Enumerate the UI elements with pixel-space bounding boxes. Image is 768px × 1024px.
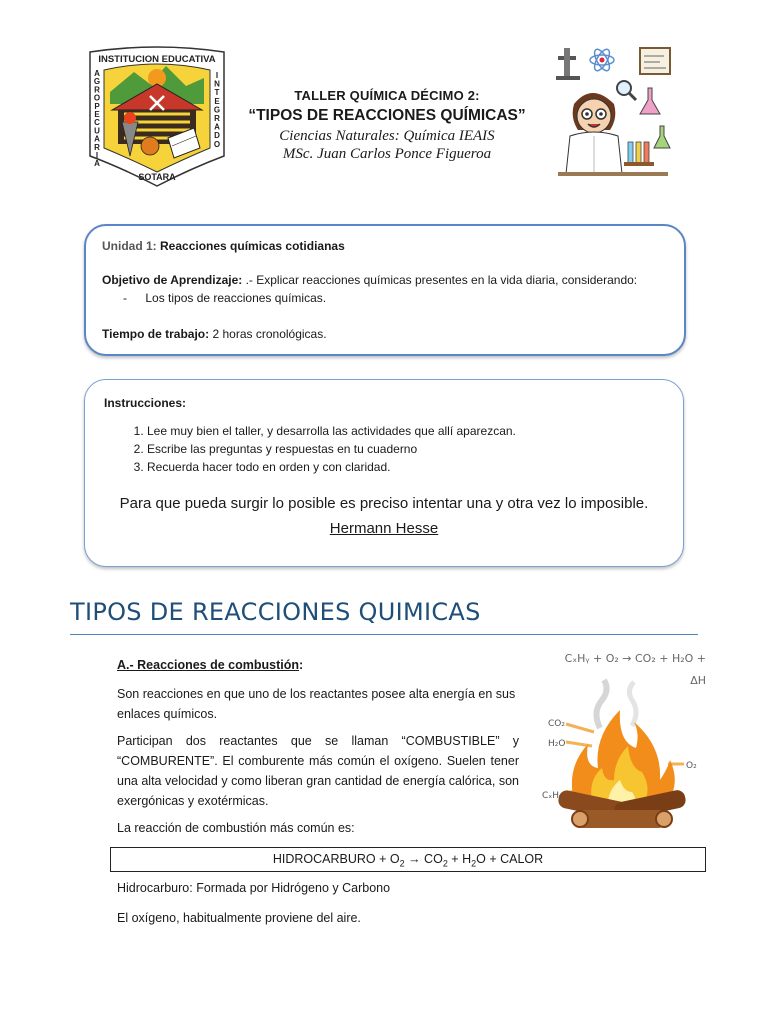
logo-letter: N	[214, 79, 220, 89]
label-o2: O₂	[686, 761, 697, 771]
logo-letter: E	[94, 110, 100, 119]
logo-letter: G	[93, 77, 101, 87]
label-h2o: H₂O	[548, 739, 566, 749]
logo-letter: A	[94, 69, 100, 78]
formula-subscript: 2	[442, 858, 448, 869]
logo-letter: C	[94, 118, 100, 128]
unit-line	[102, 239, 345, 253]
logo-letter: I	[215, 71, 219, 80]
subsection-heading	[117, 655, 303, 675]
logo-letter: T	[214, 88, 220, 98]
paragraph-reactants: Participan dos reactantes que se llaman “COMBUSTIBLE” y “COMBURENTE”. El comburente más común el oxígeno. Suelen tener una alta velocidad y como liberan gran cantidad de energía calórica, son exergónicas y exotérmicas.	[117, 734, 519, 808]
objective-value: .- Explicar reacciones químicas presentes en la vida diaria, considerando:	[245, 273, 638, 287]
logo-letter: O	[93, 93, 101, 103]
header-block	[232, 88, 542, 163]
quote-author: Hermann Hesse	[329, 520, 439, 537]
subsection-title: .- Reacciones de combustión	[126, 658, 299, 672]
header-teacher: MSc. Juan Carlos Ponce Figueroa	[282, 146, 492, 162]
objective-label: Objetivo de Aprendizaje:	[102, 273, 243, 287]
time-label: Tiempo de trabajo:	[102, 327, 210, 341]
instruction-item: 1. Lee muy bien el taller, y desarrolla las actividades que allí aparezcan.	[147, 422, 516, 440]
paragraph-hydrocarbon: Hidrocarburo: Formada por Hidrógeno y Carbono	[117, 881, 391, 895]
logo-bottom-text: SOTARA	[138, 172, 176, 182]
logo-letter: D	[214, 131, 220, 141]
school-logo	[82, 44, 232, 190]
section-title-rule	[70, 634, 698, 635]
unit-box	[84, 224, 686, 356]
instruction-item: 3. Recuerda hacer todo en orden y con claridad.	[147, 458, 516, 476]
time-value: 2 horas cronológicas.	[212, 327, 327, 341]
campfire-illustration	[536, 676, 706, 836]
logo-letter: R	[94, 85, 100, 95]
section-title: TIPOS DE REACCIONES QUIMICAS	[70, 598, 481, 626]
instructions-list	[125, 422, 516, 476]
bullet-text: Los tipos de reacciones químicas.	[145, 291, 327, 305]
logo-letter: G	[213, 105, 221, 115]
logo-letter: U	[94, 126, 100, 136]
logo-letter: O	[213, 139, 221, 149]
logo-letter: E	[214, 96, 220, 106]
logo-letter: I	[95, 151, 99, 160]
quote-text: Para que pueda surgir lo posible es preciso intentar una y otra vez lo imposible.	[119, 495, 649, 512]
logo-top-text: INSTITUCION EDUCATIVA	[98, 54, 216, 65]
instruction-item: 2. Escribe las preguntas y respuestas en tu cuaderno	[147, 440, 516, 458]
header-subject: Ciencias Naturales: Química IEAIS	[279, 128, 495, 144]
time-line	[102, 327, 327, 341]
bullet-dash: -	[123, 291, 127, 305]
formula-subscript: 2	[471, 858, 477, 869]
formula-part-water: + H	[447, 852, 472, 866]
arrow-icon: →	[408, 852, 421, 866]
subsection-colon: :	[299, 658, 304, 672]
header-course: TALLER QUÍMICA DÉCIMO 2:	[294, 88, 480, 103]
combustion-equation-label: CₓHᵧ + O₂ → CO₂ + H₂O + ΔH	[564, 652, 706, 687]
formula-subscript: 2	[399, 858, 405, 869]
label-co2: CO₂	[548, 719, 565, 729]
objective-bullet	[123, 291, 326, 305]
paragraph-definition: Son reacciones en que uno de los reactantes posee alta energía en sus enlaces químicos.	[117, 687, 516, 721]
instructions-box	[84, 379, 684, 567]
unit-value: Reacciones químicas cotidianas	[160, 239, 345, 253]
formula-part-co2: CO	[420, 852, 443, 866]
logo-letter: R	[94, 142, 100, 152]
formula-part-hydrocarbon: HIDROCARBURO + O	[272, 852, 400, 866]
unit-label: Unidad 1:	[102, 239, 157, 253]
logo-letter: R	[214, 114, 220, 123]
header-title: “TIPOS DE REACCIONES QUÍMICAS”	[248, 107, 526, 124]
combustion-formula	[110, 847, 706, 872]
objective-line	[102, 273, 637, 287]
paragraph-common-reaction: La reacción de combustión más común es:	[117, 821, 355, 835]
instructions-title: Instrucciones:	[104, 396, 187, 410]
paragraph-oxygen: El oxígeno, habitualmente proviene del aire.	[117, 911, 361, 925]
logo-letter: A	[94, 134, 100, 144]
label-cxhy: CₓHᵧ	[542, 791, 563, 801]
logo-letter: A	[94, 159, 100, 169]
formula-part-heat: O + CALOR	[476, 852, 544, 866]
logo-letter: A	[214, 122, 220, 132]
subsection-prefix: A	[117, 658, 127, 672]
scientist-kid-illustration	[552, 44, 674, 182]
logo-letter: P	[94, 101, 100, 111]
